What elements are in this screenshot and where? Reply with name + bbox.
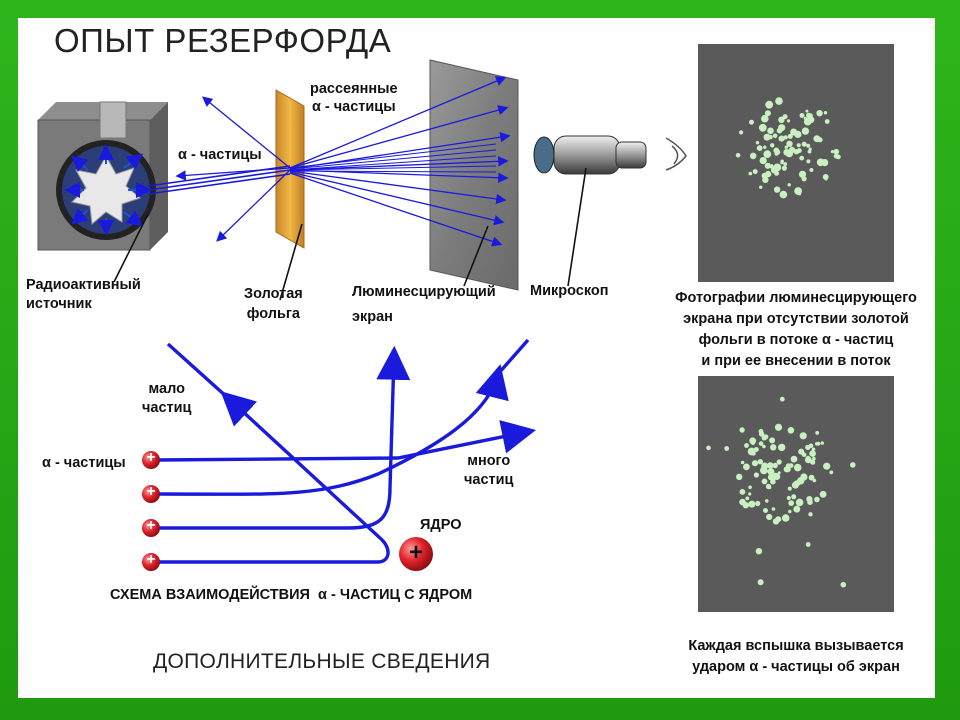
flash-point [739,499,746,506]
flash-point [800,473,807,480]
flash-point [779,136,785,142]
flash-point [806,159,810,163]
microscope [534,136,686,174]
flash-point [796,499,804,507]
screen-label-line-1: Люминесцирующий [352,284,496,300]
flash-point [806,542,811,547]
flash-point [799,156,804,161]
foil-label [244,284,303,324]
flash-point [761,463,768,470]
flash-point [806,456,811,461]
flash-point [818,137,823,142]
flash-point [766,514,772,520]
flash-point [809,450,816,457]
flash-point [817,159,825,167]
flash-point [815,442,819,446]
flash-point [759,431,764,436]
flash-point [792,482,799,489]
flash-point [812,448,816,452]
flash-point [791,456,798,463]
flash-point [782,514,790,522]
scheme-caption: СХЕМА ВЗАИМОДЕЙСТВИЯ α - ЧАСТИЦ С ЯДРОМ [110,587,473,603]
scattered-label-line-2: α - частицы [311,99,396,115]
flash-point [806,496,812,502]
flash-point [788,134,793,139]
few-particles-line-2: частиц [142,400,192,416]
flash-point [736,153,741,158]
foil-label-line-2: фольга [246,306,300,322]
flash-point [820,491,827,498]
flash-point [802,142,807,147]
flash-point [777,128,783,134]
flash-point [758,579,764,585]
flash-point [780,191,788,199]
photo-caption-top-line-2: экрана при отсутствии золотой [683,311,909,327]
flash-point [806,446,810,450]
scattered-label-line-1: рассеянные [310,81,398,97]
flash-point [804,117,807,120]
flash-point [808,512,812,516]
flash-point [809,168,813,172]
flash-point [834,149,840,155]
flash-point [787,496,791,500]
flash-point [743,464,750,471]
flash-point [740,489,746,495]
flash-point [829,471,833,475]
nucleus-label: ЯДРО [420,517,462,533]
scheme-alpha-label: α - частицы [42,455,126,471]
flash-point [765,110,771,116]
flash-point [805,110,808,113]
flash-point [749,120,754,125]
flash-point [754,472,759,477]
flash-point [799,171,806,178]
flash-point [814,497,820,503]
flash-point [808,116,815,123]
flash-point [753,169,758,174]
flash-point [766,484,771,489]
photo-caption-top-line-3: фольги в потоке α - частиц [698,332,894,348]
flash-point [772,507,776,511]
flash-point [789,147,795,153]
flash-point [767,128,774,135]
flash-point [765,499,769,503]
flash-point [748,448,756,456]
photo-caption-bottom-line-2: ударом α - частицы об экран [692,659,900,675]
flash-point [756,141,759,144]
flash-point [775,97,783,105]
nucleus-plus: + [408,539,423,566]
photo-caption-bottom [668,636,924,678]
flash-point [775,424,782,431]
flash-point [825,119,830,124]
luminescent-screen [430,60,518,290]
foil-label-line-1: Золотая [244,286,303,302]
flash-point [759,441,764,446]
photo-caption-top [668,288,924,372]
flash-point [745,497,749,501]
flash-point [773,473,777,477]
flash-point [810,460,815,465]
microscope-label: Микроскоп [530,283,609,299]
source-label-line-1: Радиоактивный [26,277,141,293]
flash-point [763,508,768,513]
flash-point [724,446,729,451]
flash-point [850,462,856,468]
radioactive-source [38,102,168,250]
flash-point [762,177,768,183]
flash-point [815,431,819,435]
flash-point [763,146,766,149]
flash-point [780,160,784,164]
flash-point [770,479,776,485]
flash-point [841,582,847,588]
flash-point [823,174,829,180]
flash-point [706,446,711,451]
flash-point [800,113,805,118]
scattered-label [310,78,398,118]
flash-point [763,469,767,473]
flash-point [773,463,778,468]
flash-point [750,153,757,160]
flash-point [798,192,802,196]
flash-point [769,437,775,443]
few-particles-line-1: мало [148,381,185,397]
flash-point [768,135,772,139]
flash-point [791,494,796,499]
flash-point [809,475,815,481]
flash-point [785,146,788,149]
flash-point [756,548,762,554]
flash-point [757,145,763,151]
flash-point [783,114,788,119]
flash-point [775,152,779,156]
flash-point [788,487,792,491]
photo-without-foil [698,44,894,282]
photo-caption-top-line-1: Фотографии люминесцирующего [675,290,917,306]
source-label-line-2: источник [26,296,92,312]
alpha-plus-1: + [146,449,156,466]
flash-point [760,157,767,164]
photo-with-foil [698,376,894,612]
interaction-scheme [158,340,528,562]
many-particles-line-1: много [467,453,511,469]
alpha-beam [148,166,290,194]
flash-point [749,172,753,176]
flash-point [765,171,771,177]
flash-point [800,432,807,439]
flash-point [816,110,822,116]
screen-label-line-2: экран [352,309,393,325]
flash-point [784,466,790,472]
flash-point [748,501,755,508]
many-particles-label [464,452,513,490]
flash-point [802,127,809,134]
flash-point [806,144,810,148]
flash-point [778,444,785,451]
source-label [26,276,141,314]
flash-point [788,183,791,186]
flash-point [788,510,791,513]
flash-point [736,474,742,480]
flash-point [782,166,787,171]
alpha-plus-2: + [146,483,156,500]
alpha-plus-4: + [146,551,156,568]
flash-points-with-foil [698,376,894,612]
few-particles-label [142,380,191,418]
flash-point [797,143,801,147]
flash-point [739,130,743,134]
many-particles-line-2: частиц [464,472,514,488]
alpha-particles-label: α - частицы [178,147,262,163]
flash-point [798,449,804,455]
flash-point [752,460,758,466]
slide [18,18,935,698]
flash-point [748,486,752,490]
flash-point [759,186,762,189]
flash-point [823,463,830,470]
flash-point [748,492,751,495]
flash-point [777,459,782,464]
flash-point [808,150,812,154]
flash-point [741,461,745,465]
flash-point [759,124,767,132]
flash-point [787,119,790,122]
flash-point [744,443,749,448]
additional-info-footer: ДОПОЛНИТЕЛЬНЫЕ СВЕДЕНИЯ [153,650,491,673]
flash-point [773,134,778,139]
alpha-plus-3: + [146,517,156,534]
flash-point [788,500,794,506]
photo-caption-top-line-4: и при ее внесении в поток [701,353,891,369]
flash-point [773,518,779,524]
flash-point [770,444,776,450]
flash-point [763,150,771,158]
flash-point [794,464,802,472]
flash-point [770,143,774,147]
flash-point [824,111,827,114]
flash-point [773,164,781,172]
flash-point [739,427,744,432]
flash-point [783,162,787,166]
flash-point [780,397,785,402]
flash-point [762,479,768,485]
screen-label [352,280,496,330]
flash-point [751,441,755,445]
photo-caption-bottom-line-1: Каждая вспышка вызывается [688,638,904,654]
flash-point [774,186,780,192]
flash-point [788,427,795,434]
flash-point [769,164,773,168]
flash-points-without-foil [698,44,894,282]
flash-point [793,506,800,513]
flash-point [755,501,760,506]
flash-point [765,101,773,109]
flash-point [821,441,824,444]
slide-title: ОПЫТ РЕЗЕРФОРДА [54,22,392,59]
